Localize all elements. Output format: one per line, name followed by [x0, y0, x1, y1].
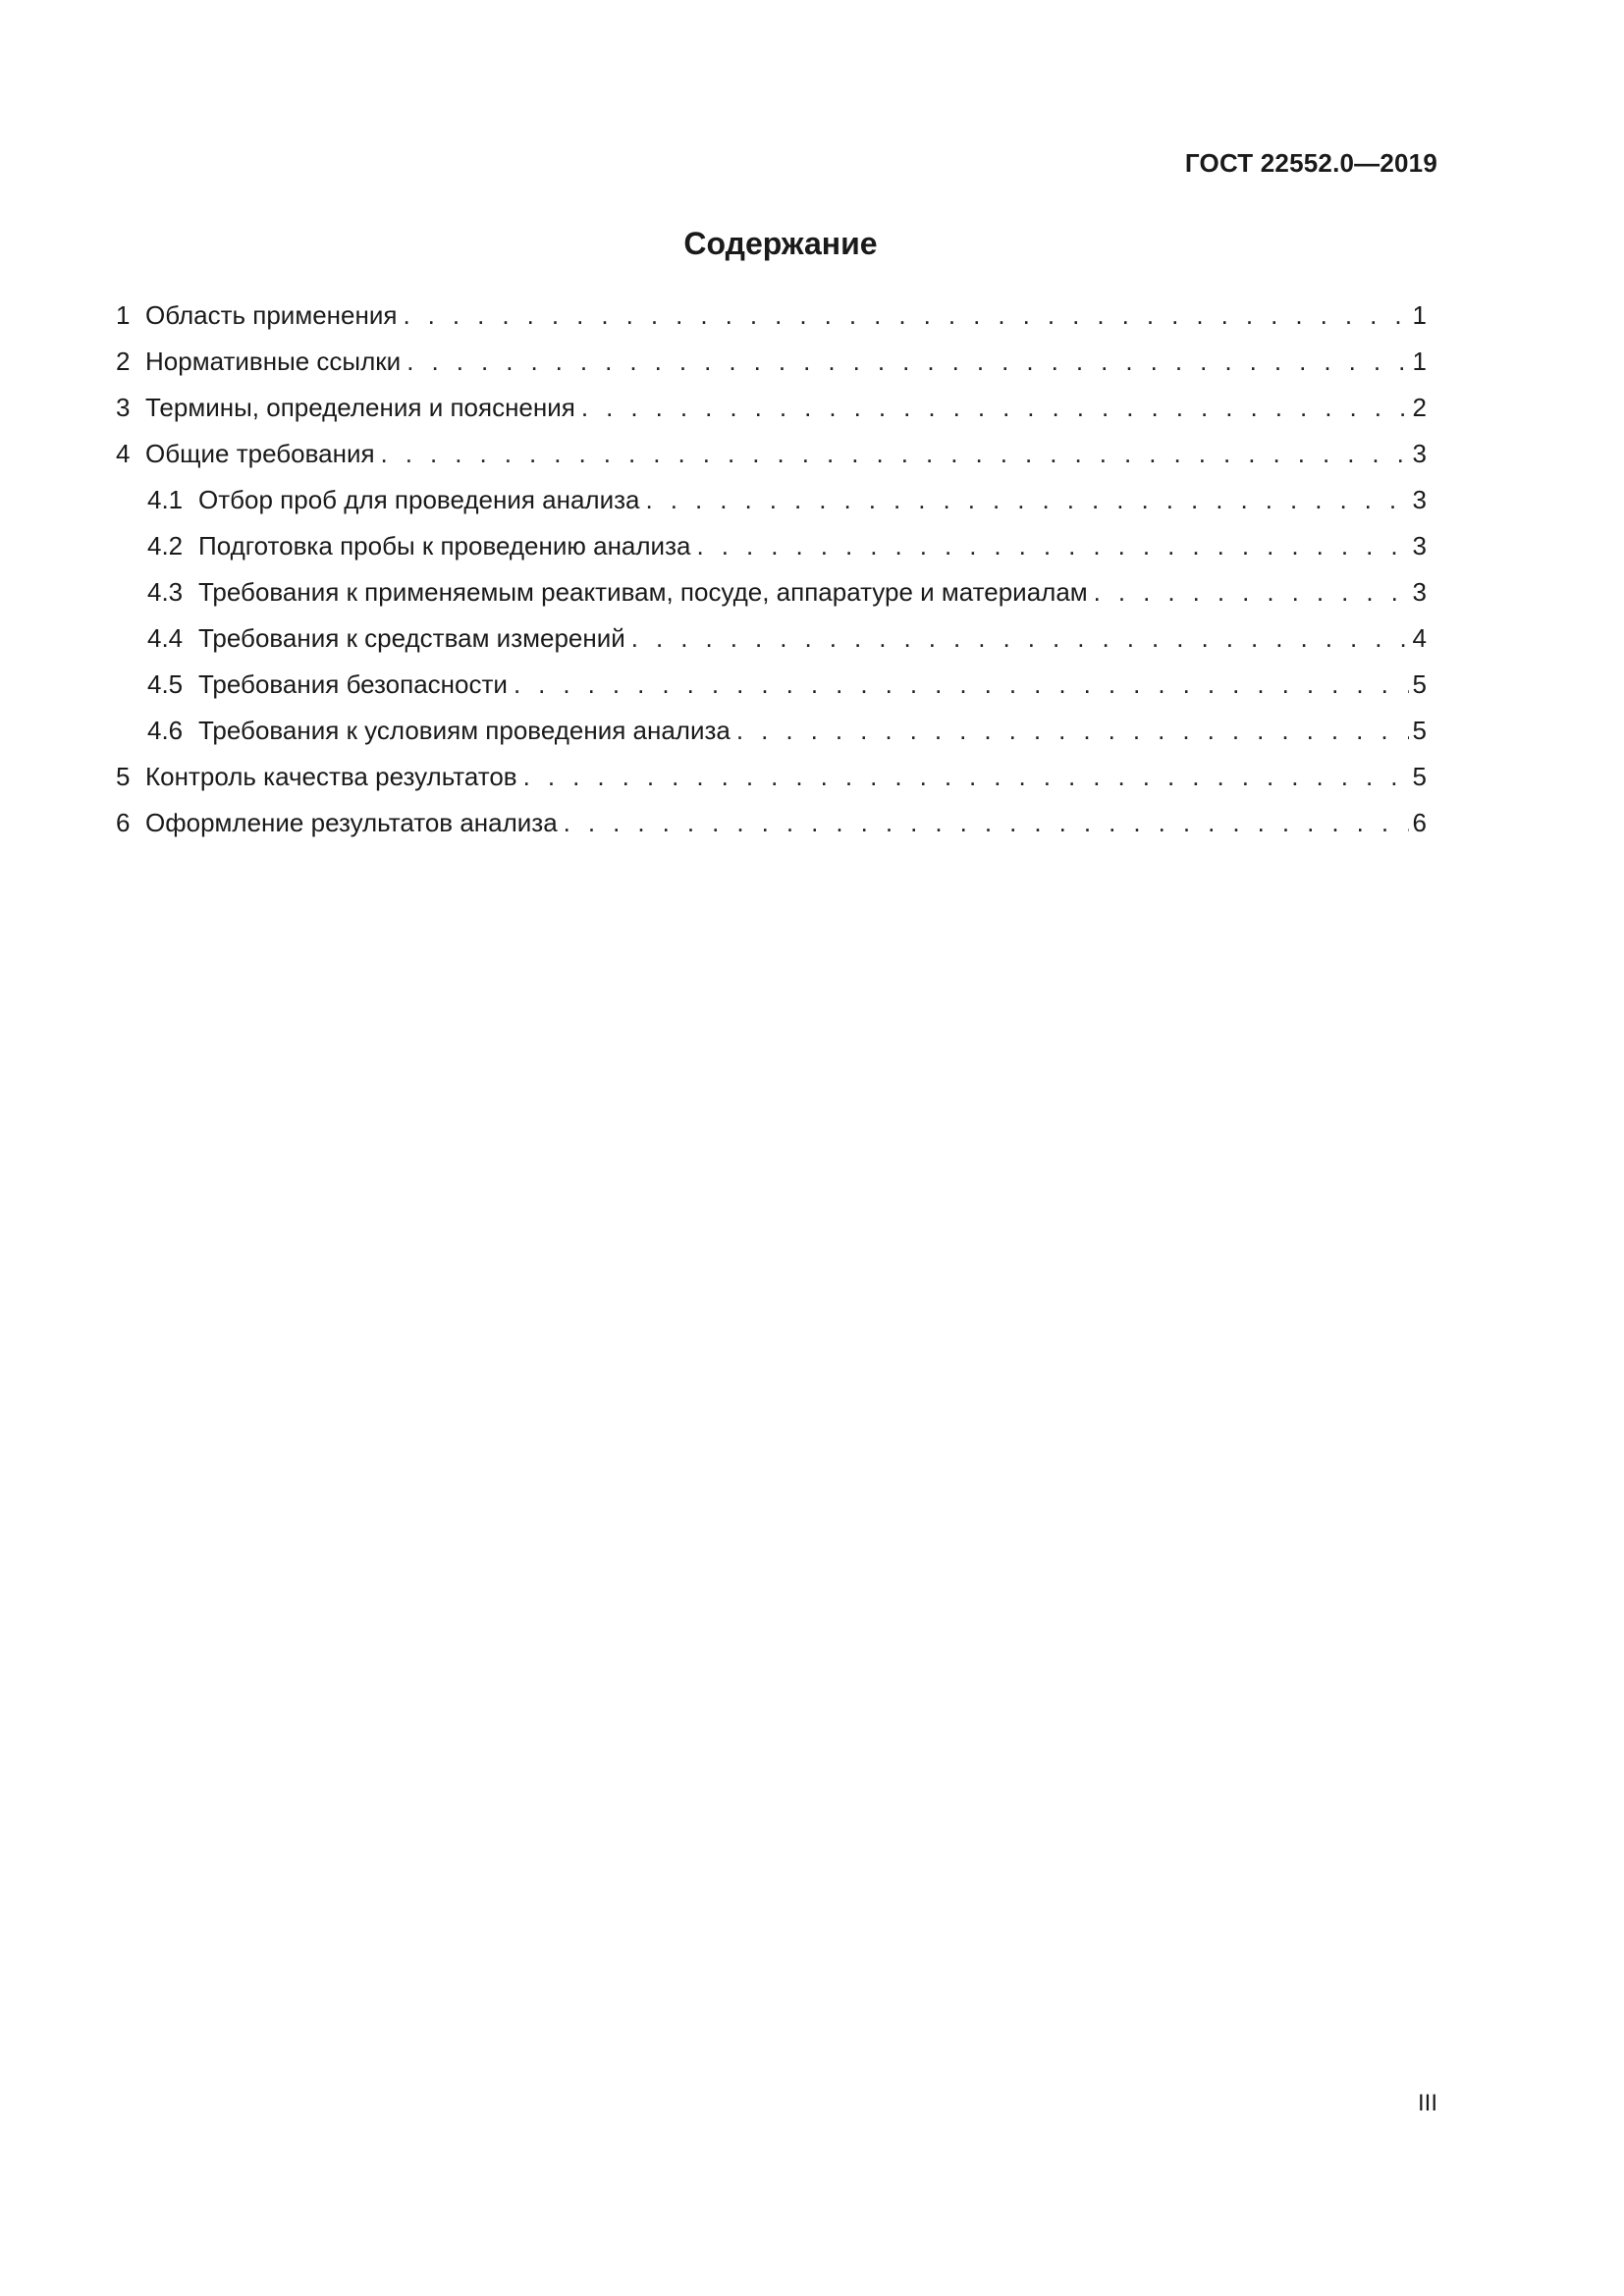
toc-entry-page: 5 — [1412, 669, 1427, 699]
toc-entry-number: 3 — [116, 393, 131, 422]
toc-entry-label: Требования к условиям проведения анализа — [198, 716, 731, 745]
toc-entry-label: Термины, определения и пояснения — [145, 393, 575, 422]
toc-entry-page: 3 — [1412, 577, 1427, 607]
page-number: III — [1417, 2090, 1437, 2116]
toc-entry-number: 2 — [116, 347, 131, 376]
toc-entry-page: 5 — [1412, 762, 1427, 791]
toc-entry-page: 3 — [1412, 531, 1427, 561]
toc-entry-label: Оформление результатов анализа — [145, 808, 558, 837]
toc-entry[interactable] — [116, 300, 1427, 347]
toc-entry[interactable] — [116, 808, 1427, 854]
toc-dot-leader — [381, 439, 1409, 469]
toc-entry-page: 3 — [1412, 439, 1427, 468]
toc-entry[interactable] — [116, 762, 1427, 808]
toc-entry-number: 4.3 — [147, 577, 184, 607]
toc-entry-number: 4.2 — [147, 531, 184, 561]
toc-dot-leader — [564, 808, 1409, 838]
toc-entry[interactable] — [116, 485, 1427, 531]
toc-dot-leader — [631, 623, 1409, 654]
toc-entry-page: 3 — [1412, 485, 1427, 514]
toc-entry-number: 5 — [116, 762, 131, 791]
toc-entry-page: 2 — [1412, 393, 1427, 422]
toc-entry-label: Контроль качества результатов — [145, 762, 517, 791]
toc-entry-page: 1 — [1412, 300, 1427, 330]
toc-entry-label: Требования к применяемым реактивам, посуде, аппаратуре и материалам — [198, 577, 1088, 607]
toc-entry-label: Общие требования — [145, 439, 375, 468]
toc-dot-leader — [403, 300, 1408, 331]
toc-entry-number: 6 — [116, 808, 131, 837]
toc-entry[interactable] — [116, 393, 1427, 439]
toc-entry[interactable] — [116, 577, 1427, 623]
toc-entry-number: 4.6 — [147, 716, 184, 745]
toc-entry[interactable] — [116, 669, 1427, 716]
toc-entry-page: 4 — [1412, 623, 1427, 653]
toc-entry[interactable] — [116, 531, 1427, 577]
toc-entry-label: Отбор проб для проведения анализа — [198, 485, 640, 514]
toc-dot-leader — [514, 669, 1409, 700]
toc-entry-page: 1 — [1412, 347, 1427, 376]
toc-entry-label: Требования к средствам измерений — [198, 623, 625, 653]
toc-entry-label: Нормативные ссылки — [145, 347, 402, 376]
toc-entry-page: 5 — [1412, 716, 1427, 745]
toc-dot-leader — [696, 531, 1408, 561]
toc-entry[interactable] — [116, 623, 1427, 669]
toc-entry[interactable] — [116, 347, 1427, 393]
toc-entry-number: 4.5 — [147, 669, 184, 699]
toc-dot-leader — [646, 485, 1409, 515]
toc-entry-label: Подготовка пробы к проведению анализа — [198, 531, 691, 561]
toc-entry-number: 4.4 — [147, 623, 184, 653]
toc-entry-number: 1 — [116, 300, 131, 330]
toc-dot-leader — [1094, 577, 1409, 608]
toc-dot-leader — [581, 393, 1409, 423]
toc-entry-number: 4 — [116, 439, 131, 468]
toc-entry-number: 4.1 — [147, 485, 184, 514]
toc-entry-label: Требования безопасности — [198, 669, 508, 699]
toc-entry-page: 6 — [1412, 808, 1427, 837]
toc-entry-label: Область применения — [145, 300, 398, 330]
document-code: ГОСТ 22552.0—2019 — [1184, 148, 1437, 178]
toc-entry[interactable] — [116, 716, 1427, 762]
toc-entry[interactable] — [116, 439, 1427, 485]
toc-title: Содержание — [683, 226, 878, 261]
toc-dot-leader — [736, 716, 1409, 746]
toc-dot-leader — [406, 347, 1408, 377]
toc-dot-leader — [523, 762, 1409, 792]
table-of-contents — [116, 300, 1427, 854]
